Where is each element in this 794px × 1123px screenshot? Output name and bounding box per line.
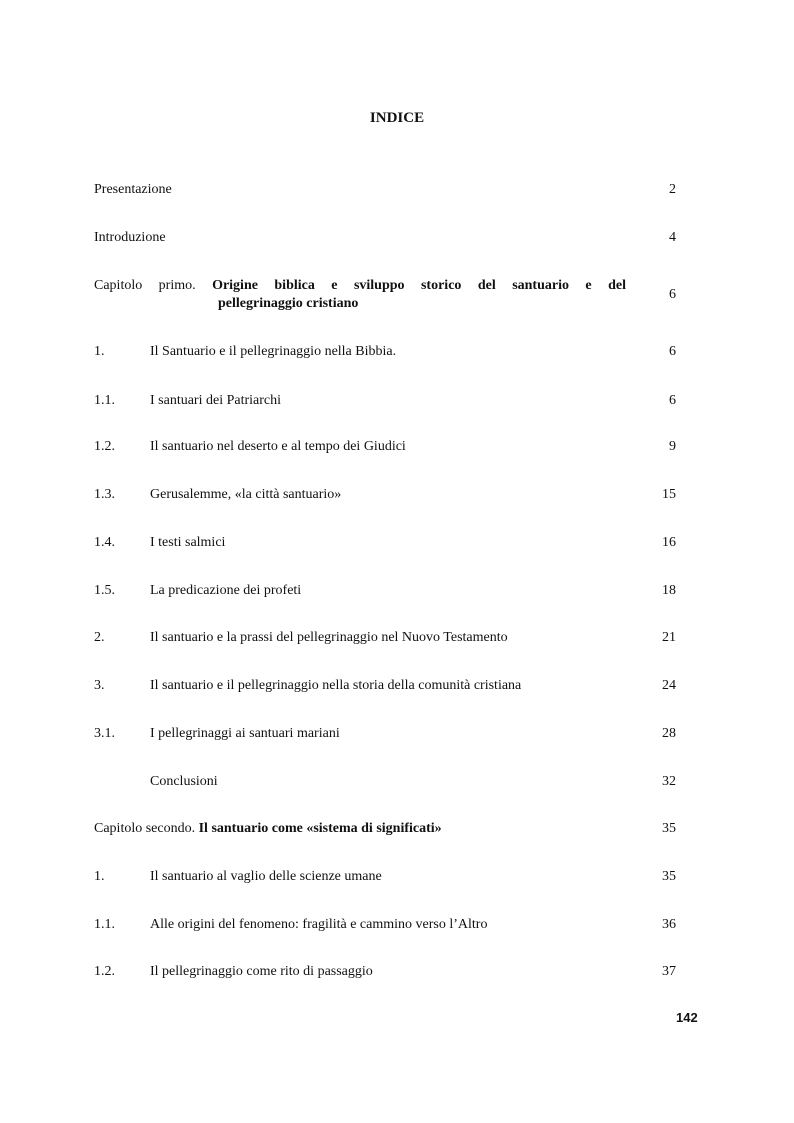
toc-entry-text: Presentazione — [94, 182, 172, 197]
toc-entry-number: 1.1. — [94, 393, 115, 408]
chapter-1-heading — [94, 278, 626, 294]
toc-entry-page: 9 — [669, 439, 676, 454]
chapter-2-label: Capitolo secondo. — [94, 821, 196, 836]
toc-entry-number: 2. — [94, 630, 105, 645]
toc-entry-number: 1.2. — [94, 964, 115, 979]
toc-entry-text: La predicazione dei profeti — [150, 583, 302, 598]
toc-entry-number: 1.1. — [94, 917, 115, 932]
chapter-1-label: Capitolo primo. — [94, 278, 196, 293]
toc-entry-number: 1.3. — [94, 487, 115, 502]
chapter-2-page: 35 — [662, 821, 676, 836]
index-title: INDICE — [369, 110, 425, 126]
toc-entry-text: Il santuario e il pellegrinaggio nella storia della comunità cristiana — [150, 678, 522, 693]
toc-entry-page: 24 — [662, 678, 676, 693]
toc-entry-page: 37 — [662, 964, 676, 979]
chapter-2-title: Il santuario come «sistema di significati» — [198, 821, 442, 836]
toc-entry-number: 1.4. — [94, 535, 115, 550]
toc-entry-page: 6 — [669, 393, 676, 408]
toc-entry-page: 18 — [662, 583, 676, 598]
toc-entry-page: 2 — [669, 182, 676, 197]
toc-entry-page: 16 — [662, 535, 676, 550]
toc-entry-text: Il santuario e la prassi del pellegrinaggio nel Nuovo Testamento — [150, 630, 508, 645]
toc-entry-number: 1. — [94, 344, 105, 359]
chapter-1-title-line2: pellegrinaggio cristiano — [218, 296, 359, 311]
toc-entry-text: I testi salmici — [150, 535, 226, 550]
toc-chapter-2 — [94, 821, 676, 841]
toc-entry-page: 15 — [662, 487, 676, 502]
toc-entry-text: I santuari dei Patriarchi — [150, 393, 282, 408]
toc-entry-text: Conclusioni — [150, 774, 218, 789]
toc-entry-text: Gerusalemme, «la città santuario» — [150, 487, 342, 502]
toc-entry-page: 21 — [662, 630, 676, 645]
toc-entry-text: Il santuario nel deserto e al tempo dei Giudici — [150, 439, 406, 454]
toc-chapter-1 — [94, 278, 676, 318]
toc-entry-text: Introduzione — [94, 230, 166, 245]
toc-entry-number: 1.2. — [94, 439, 115, 454]
chapter-1-page: 6 — [669, 287, 676, 302]
toc-entry-text: Il santuario al vaglio delle scienze umane — [150, 869, 382, 884]
toc-entry-page: 4 — [669, 230, 676, 245]
chapter-2-heading — [94, 821, 442, 837]
toc-entry-text: Alle origini del fenomeno: fragilità e cammino verso l’Altro — [150, 917, 488, 932]
toc-entry-page: 35 — [662, 869, 676, 884]
toc-entry-page: 32 — [662, 774, 676, 789]
toc-entry-page: 36 — [662, 917, 676, 932]
toc-entry-page: 28 — [662, 726, 676, 741]
page-number: 142 — [676, 1010, 698, 1025]
toc-entry-text: Il pellegrinaggio come rito di passaggio — [150, 964, 373, 979]
toc-entry-number: 3.1. — [94, 726, 115, 741]
toc-entry-text: Il Santuario e il pellegrinaggio nella Bibbia. — [150, 344, 397, 359]
toc-entry-number: 1. — [94, 869, 105, 884]
toc-entry-page: 6 — [669, 344, 676, 359]
toc-entry-text: I pellegrinaggi ai santuari mariani — [150, 726, 340, 741]
chapter-1-title-line1: Origine biblica e sviluppo storico del santuario e del — [212, 278, 626, 293]
toc-entry-number: 3. — [94, 678, 105, 693]
toc-entry-number: 1.5. — [94, 583, 115, 598]
